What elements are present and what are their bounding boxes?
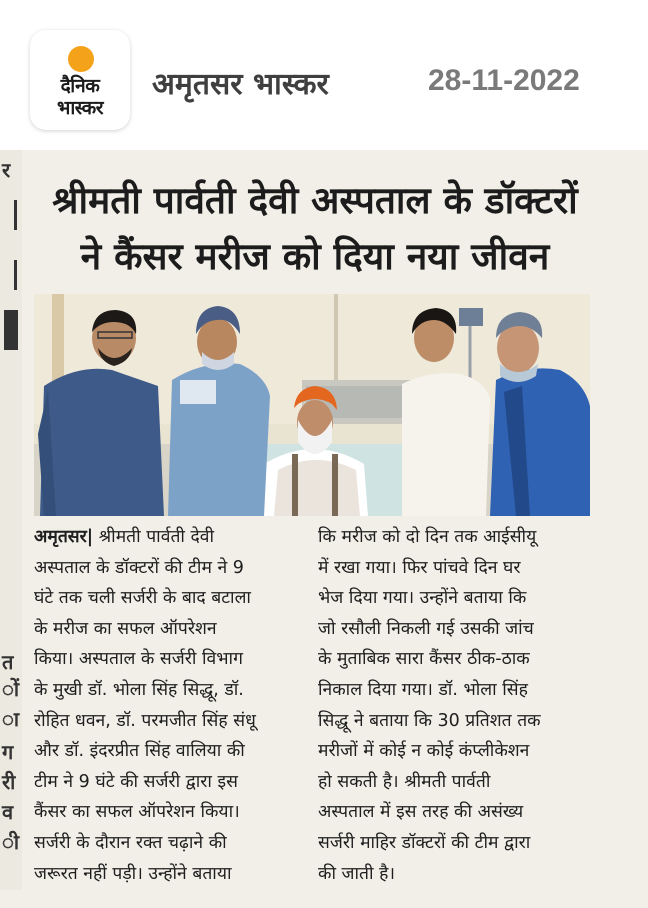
publication-date: 28-11-2022 (428, 64, 580, 97)
column-line: जरूरत नहीं पड़ी। उन्होंने बताया (34, 863, 232, 884)
column-line: घंटे तक चली सर्जरी के बाद बटाला (34, 588, 251, 609)
column-line: अस्पताल में इस तरह की असंख्य (318, 802, 524, 823)
headline-line2: ने कैंसर मरीज को दिया नया जीवन (80, 235, 550, 278)
edge-glyph: ग (2, 740, 14, 764)
source-title: अमृतसर भास्कर (152, 67, 329, 102)
edge-glyph: ों (2, 677, 20, 701)
column-line: की जाती है। (318, 863, 396, 884)
edge-block (4, 310, 18, 350)
post-header (0, 0, 648, 150)
column-line: के मुखी डॉ. भोला सिंह सिद्धू, डॉ. (34, 679, 244, 700)
dainik-bhaskar-logo[interactable] (30, 30, 130, 130)
column-line: हो सकती है। श्रीमती पार्वती (318, 771, 491, 792)
column-line: अमृतसर| श्रीमती पार्वती देवी (34, 527, 215, 547)
column-line: के मुताबिक सारा कैंसर ठीक-ठाक (318, 649, 530, 670)
article-column-1 (34, 522, 316, 889)
edge-glyph: त (2, 650, 14, 674)
column-line: भेज दिया गया। उन्होंने बताया कि (318, 588, 527, 609)
column-line: किया। अस्पताल के सर्जरी विभाग (34, 649, 243, 670)
dateline: अमृतसर| (34, 527, 94, 547)
edge-glyph: र (2, 158, 11, 182)
edge-glyph: री (2, 770, 16, 794)
logo-text-line2: भास्कर (56, 97, 104, 119)
column-line: के मरीज का सफल ऑपरेशन (34, 618, 217, 639)
adjacent-column-edge (0, 150, 22, 890)
column-line: कि मरीज को दो दिन तक आईसीयू (318, 527, 537, 547)
column-line: जो रसौली निकली गई उसकी जांच (318, 618, 534, 639)
column-line: रोहित धवन, डॉ. परमजीत सिंह संधू (34, 710, 256, 731)
logo-text-line1: दैनिक (60, 75, 100, 97)
hospital-group-photo (34, 294, 590, 516)
column-line: सिद्धू ने बताया कि 30 प्रतिशत तक (318, 710, 541, 731)
column-line: और डॉ. इंदरप्रीत सिंह वालिया की (34, 741, 245, 762)
column-line: सर्जरी माहिर डॉक्टरों की टीम द्वारा (318, 832, 531, 853)
edge-glyph: व (2, 800, 14, 824)
headline-line1: श्रीमती पार्वती देवी अस्पताल के डॉक्टरों (52, 179, 578, 222)
sun-logo-icon (68, 46, 94, 72)
edge-glyph: ी (2, 830, 20, 854)
column-line: कैंसर का सफल ऑपरेशन किया। (34, 802, 240, 823)
column-line: निकाल दिया गया। डॉ. भोला सिंह (318, 679, 528, 700)
edge-glyph: ा (2, 707, 20, 731)
article-column-2 (318, 522, 600, 889)
column-line: अस्पताल के डॉक्टरों की टीम ने 9 (34, 557, 244, 578)
column-line: में रखा गया। फिर पांचवे दिन घर (318, 557, 521, 578)
column-line: मरीजों में कोई न कोई कंप्लीकेशन (318, 741, 530, 762)
column-line: टीम ने 9 घंटे की सर्जरी द्वारा इस (34, 771, 238, 792)
column-line: सर्जरी के दौरान रक्त चढ़ाने की (34, 832, 227, 853)
edge-rule (14, 200, 17, 230)
edge-rule (14, 260, 17, 290)
news-photo (34, 294, 590, 516)
